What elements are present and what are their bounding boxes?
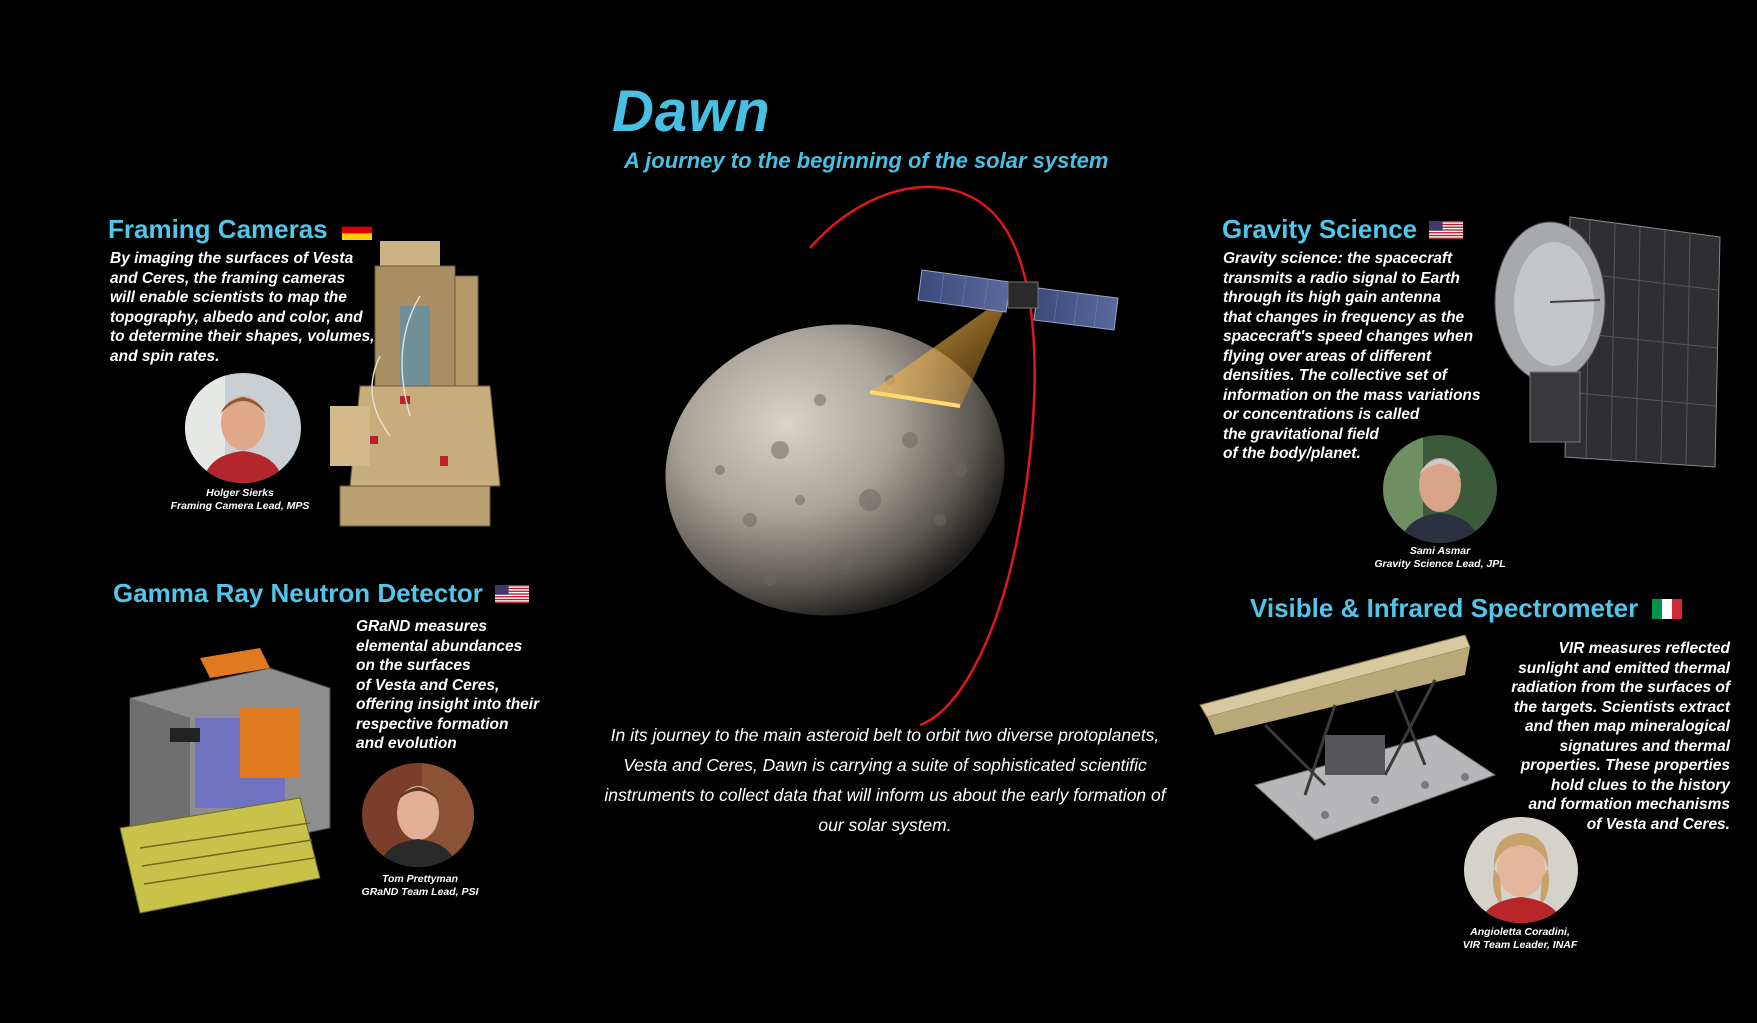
gravity-science-heading xyxy=(1222,214,1463,245)
page-title: Dawn xyxy=(612,79,771,144)
holger-sierks-portrait xyxy=(185,373,301,483)
person-role: GRaND Team Lead, PSI xyxy=(361,886,479,898)
vir-instrument xyxy=(1195,635,1505,845)
dawn-spacecraft xyxy=(918,270,1118,330)
person-role: VIR Team Leader, INAF xyxy=(1462,939,1578,951)
person-name: Tom Prettyman xyxy=(381,873,459,885)
tom-prettyman-caption xyxy=(330,873,510,899)
tom-prettyman-portrait xyxy=(362,763,474,867)
gamma-ray-title: Gamma Ray Neutron Detector xyxy=(113,578,483,608)
person-name: Sami Asmar xyxy=(1409,545,1471,557)
person-role: Framing Camera Lead, MPS xyxy=(170,500,310,512)
person-role: Gravity Science Lead, JPL xyxy=(1374,558,1506,570)
gamma-ray-heading xyxy=(113,578,529,609)
vir-heading xyxy=(1250,593,1684,624)
framing-camera-instrument xyxy=(320,236,520,536)
usa-flag-icon xyxy=(1429,220,1463,240)
high-gain-antenna-spacecraft xyxy=(1490,212,1730,472)
gamma-ray-description: GRaND measures elemental abundances on the surfaces of Vesta and Ceres, offering insight into their respective formation and evolution xyxy=(356,618,540,752)
mission-summary: In its journey to the main asteroid belt to orbit two diverse protoplanets, Vesta and Ceres, Dawn is carrying a suite of sophisticated scientific instruments to collect data that will inform us about the early formation of our solar system. xyxy=(604,725,1166,835)
framing-cameras-title: Framing Cameras xyxy=(108,214,328,244)
sami-asmar-portrait xyxy=(1383,435,1497,543)
angioletta-coradini-portrait xyxy=(1464,817,1578,923)
page-subtitle: A journey to the beginning of the solar system xyxy=(624,148,1109,173)
sami-asmar-caption xyxy=(1350,545,1530,571)
angioletta-coradini-caption xyxy=(1430,926,1610,952)
italy-flag-icon xyxy=(1650,599,1684,619)
grand-instrument xyxy=(100,628,340,918)
vir-title: Visible & Infrared Spectrometer xyxy=(1250,593,1639,623)
usa-flag-icon xyxy=(495,584,529,604)
gravity-science-description: Gravity science: the spacecraft transmits a radio signal to Earth through its high gain antenna that changes in frequency as the spacecraft's speed changes when flying over areas of different densities. The collective set of information on the mass variations or concentrations is called the gravitational field of the body/planet. xyxy=(1223,250,1481,462)
person-name: Angioletta Coradini, xyxy=(1470,926,1570,938)
vir-description: VIR measures reflected sunlight and emitted thermal radiation from the surfaces of the targets. Scientists extract and then map mineralogical signatures and thermal properties. These properties hold clues to the history and formation mechanisms of Vesta and Ceres. xyxy=(1511,640,1730,833)
framing-cameras-description: By imaging the surfaces of Vesta and Ceres, the framing cameras will enable scientists to map the topography, albedo and color, and to determine their shapes, volumes, and spin rates. xyxy=(110,250,375,365)
holger-sierks-caption xyxy=(150,487,330,513)
person-name: Holger Sierks xyxy=(206,487,274,499)
gravity-science-title: Gravity Science xyxy=(1222,214,1418,244)
vesta-orbit-illustration xyxy=(660,170,1140,730)
